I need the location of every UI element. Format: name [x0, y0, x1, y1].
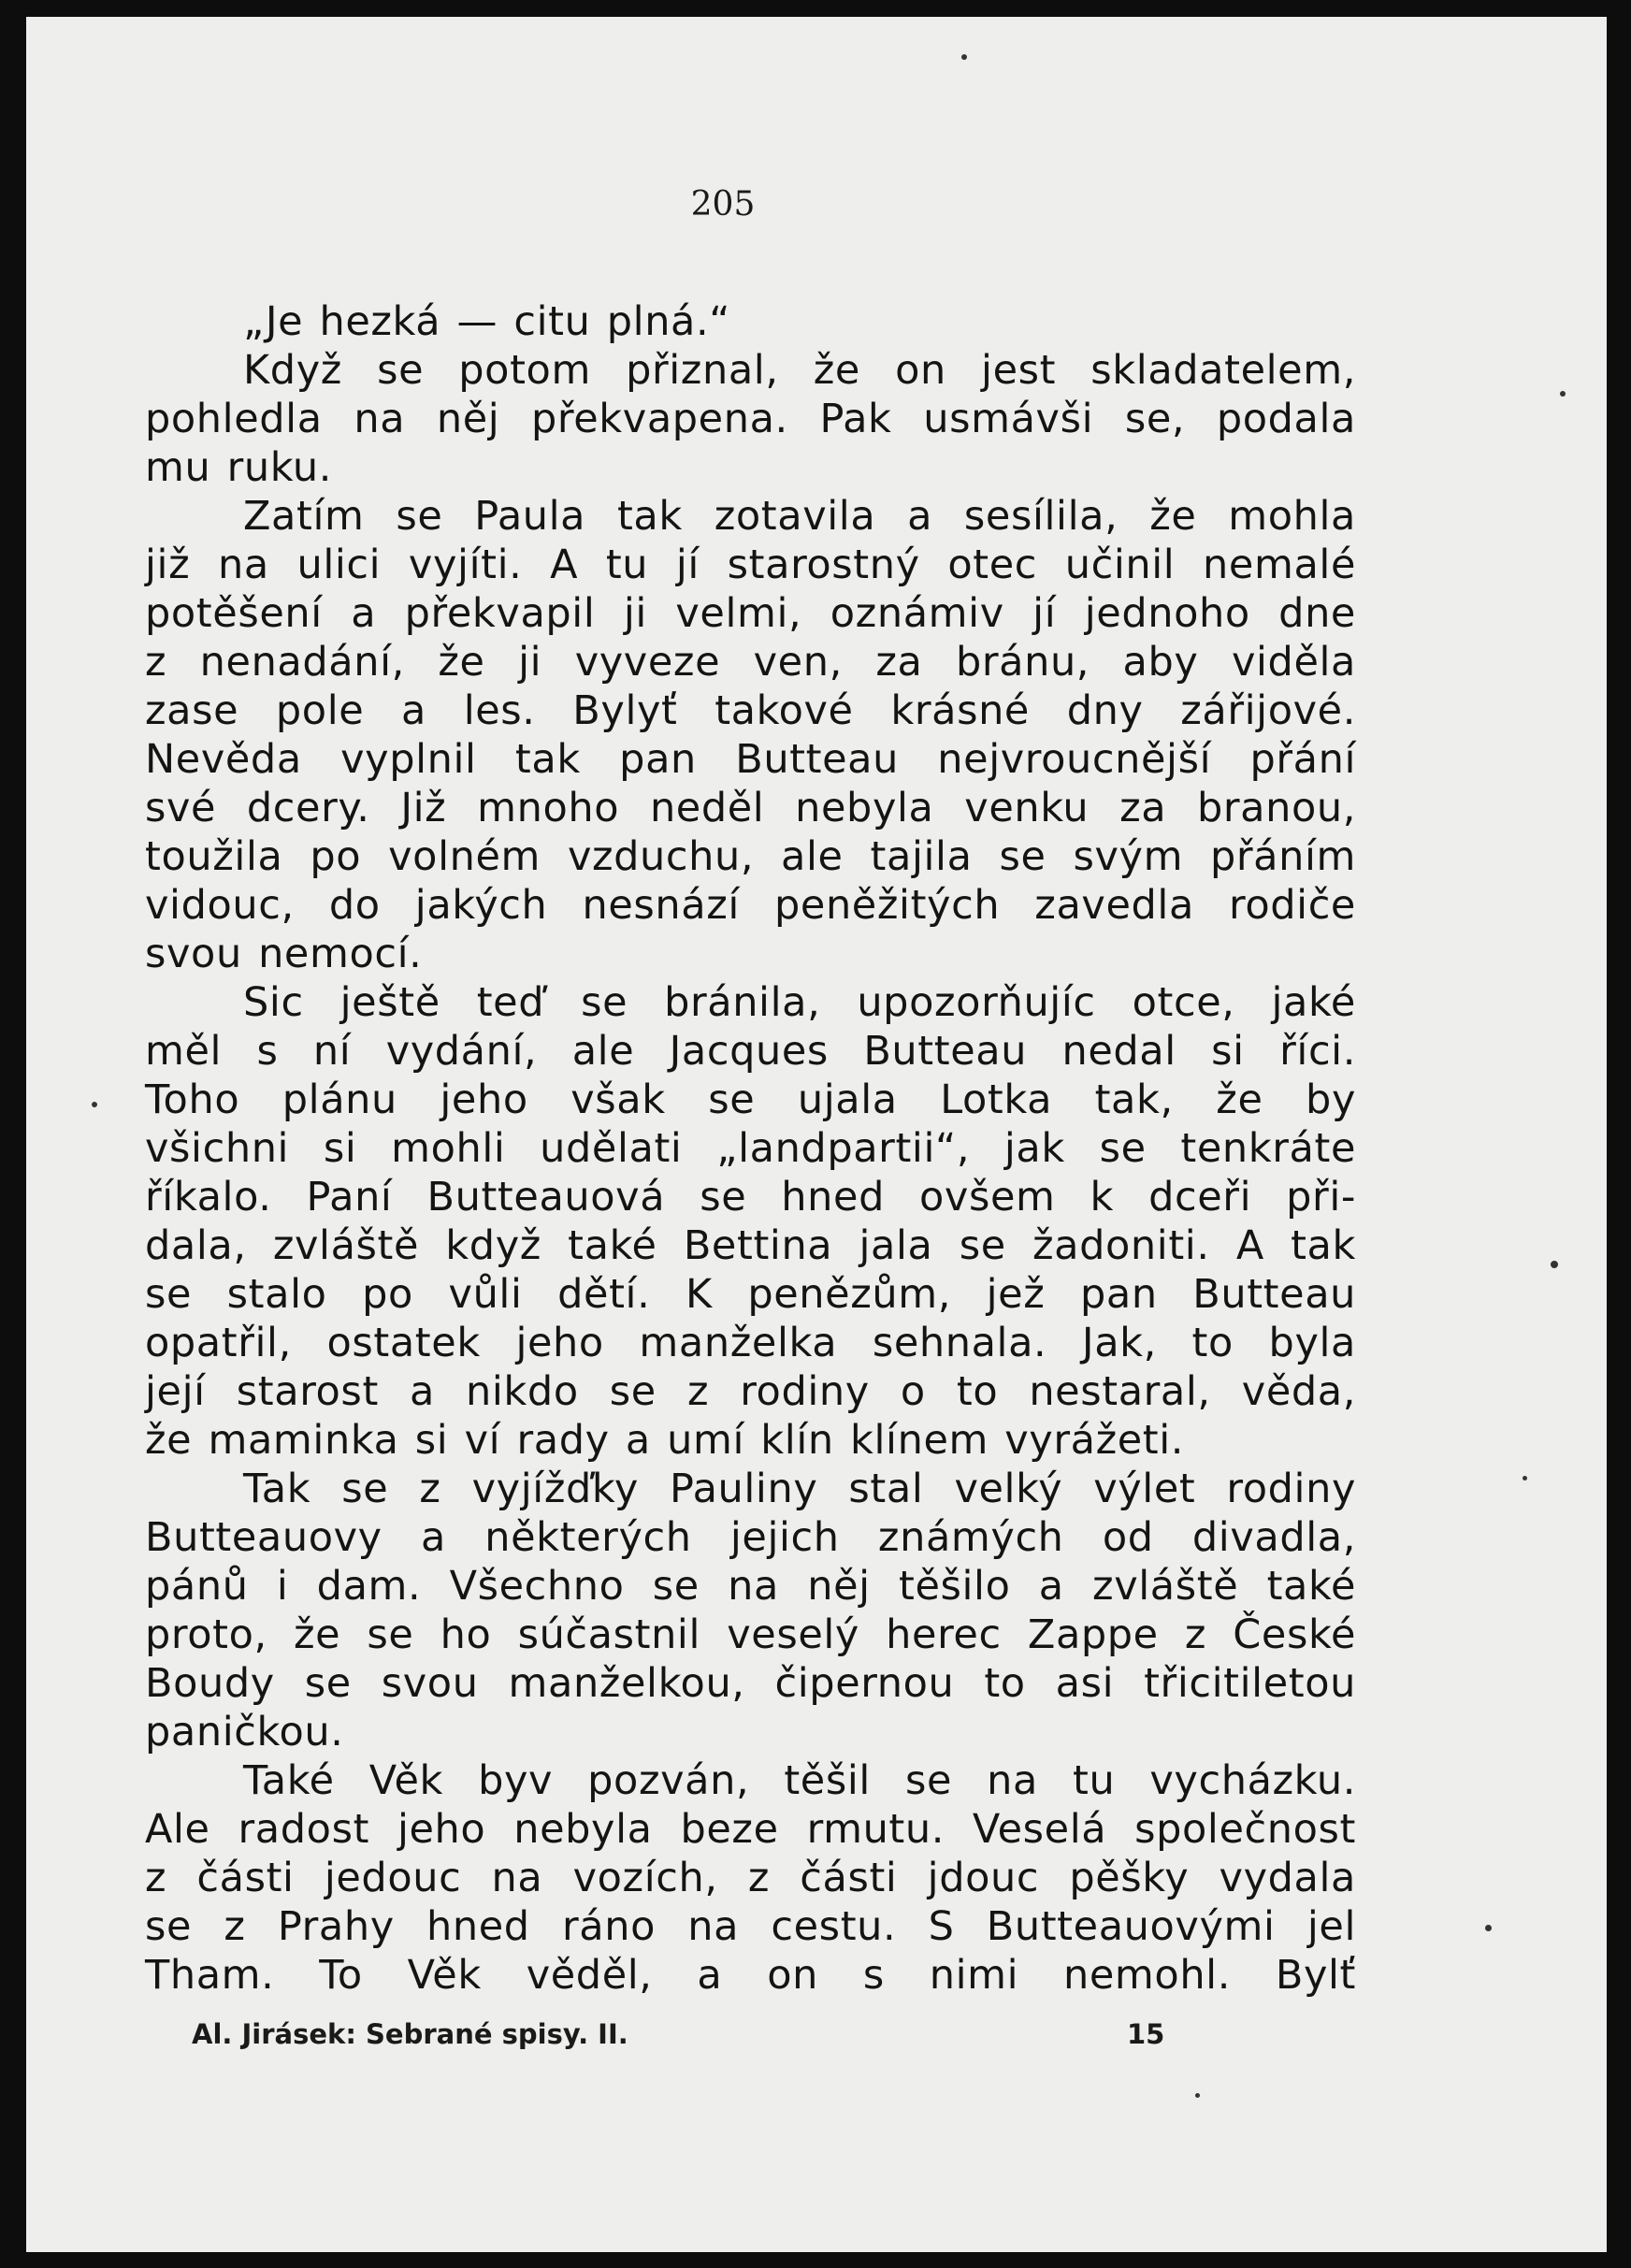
text-line: Nevěda vyplnil tak pan Butteau nejvroucnější přání [145, 736, 1356, 783]
text-line: její starost a nikdo se z rodiny o to nestaral, věda, [145, 1368, 1356, 1415]
text-line: dala, zvláště když také Bettina jala se žadoniti. A tak [145, 1222, 1356, 1269]
book-page [26, 17, 1607, 2252]
text-line: pohledla na něj překvapena. Pak usmávši se, podala [145, 396, 1356, 442]
text-line: mu ruku. [145, 444, 333, 491]
text-line: Zatím se Paula tak zotavila a sesílila, že mohla [243, 493, 1356, 540]
text-line: toužila po volném vzduchu, ale tajila se svým přáním [145, 833, 1356, 880]
text-line: vidouc, do jakých nesnází peněžitých zavedla rodiče [145, 882, 1356, 929]
text-line: Když se potom přiznal, že on jest skladatelem, [243, 347, 1356, 394]
text-line: Sic ještě teď se bránila, upozorňujíc otce, jaké [243, 979, 1356, 1026]
text-line: pánů i dam. Všechno se na něj těšilo a zvláště také [145, 1563, 1356, 1610]
text-line: Ale radost jeho nebyla beze rmutu. Veselá společnost [145, 1806, 1356, 1853]
scan-speck [1560, 391, 1566, 397]
body-text [145, 297, 1356, 2000]
text-line: své dcery. Již mnoho neděl nebyla venku za branou, [145, 785, 1356, 831]
text-line: se z Prahy hned ráno na cestu. S Butteauovými jel [145, 1903, 1356, 1950]
text-line: Tham. To Věk věděl, a on s nimi nemohl. Bylť [145, 1952, 1356, 1999]
text-line: paničkou. [145, 1709, 344, 1755]
scan-speck [961, 54, 967, 60]
text-line: Také Věk byv pozván, těšil se na tu vycházku. [243, 1757, 1356, 1804]
text-line: z části jedouc na vozích, z části jdouc pěšky vydala [145, 1855, 1356, 1901]
scan-speck [1195, 2093, 1200, 2098]
scan-speck [1523, 1476, 1527, 1481]
text-line: Butteauovy a některých jejich známých od divadla, [145, 1514, 1356, 1561]
footer-sheet-number: 15 [1127, 2018, 1165, 2050]
text-line: se stalo po vůli dětí. K penězům, jež pan Butteau [145, 1271, 1356, 1318]
text-line: zase pole a les. Bylyť takové krásné dny zářijové. [145, 687, 1356, 734]
text-line: měl s ní vydání, ale Jacques Butteau nedal si říci. [145, 1028, 1356, 1075]
text-line: proto, že se ho súčastnil veselý herec Zappe z České [145, 1611, 1356, 1658]
scan-speck [1485, 1925, 1492, 1931]
text-line: již na ulici vyjíti. A tu jí starostný otec učinil nemalé [145, 542, 1356, 588]
footer-author-title: Al. Jirásek: Sebrané spisy. II. [192, 2018, 628, 2050]
text-line: že maminka si ví rady a umí klín klínem vyrážeti. [145, 1417, 1185, 1464]
scan-speck [92, 1102, 97, 1107]
text-line: opatřil, ostatek jeho manželka sehnala. Jak, to byla [145, 1320, 1356, 1366]
text-line: „Je hezká — citu plná.“ [243, 298, 731, 345]
page-number: 205 [690, 185, 756, 224]
text-line: potěšení a překvapil ji velmi, oznámiv jí jednoho dne [145, 590, 1356, 637]
text-line: Tak se z vyjížďky Pauliny stal velký výlet rodiny [243, 1466, 1356, 1512]
text-line: svou nemocí. [145, 931, 423, 977]
text-line: Boudy se svou manželkou, čipernou to asi třicitiletou [145, 1660, 1356, 1707]
text-line: Toho plánu jeho však se ujala Lotka tak, že by [145, 1076, 1356, 1123]
scan-speck [1551, 1261, 1558, 1268]
text-line: říkalo. Paní Butteauová se hned ovšem k dceři při- [145, 1174, 1356, 1221]
text-line: všichni si mohli udělati „landpartii“, jak se tenkráte [145, 1125, 1356, 1172]
text-line: z nenadání, že ji vyveze ven, za bránu, aby viděla [145, 639, 1356, 686]
